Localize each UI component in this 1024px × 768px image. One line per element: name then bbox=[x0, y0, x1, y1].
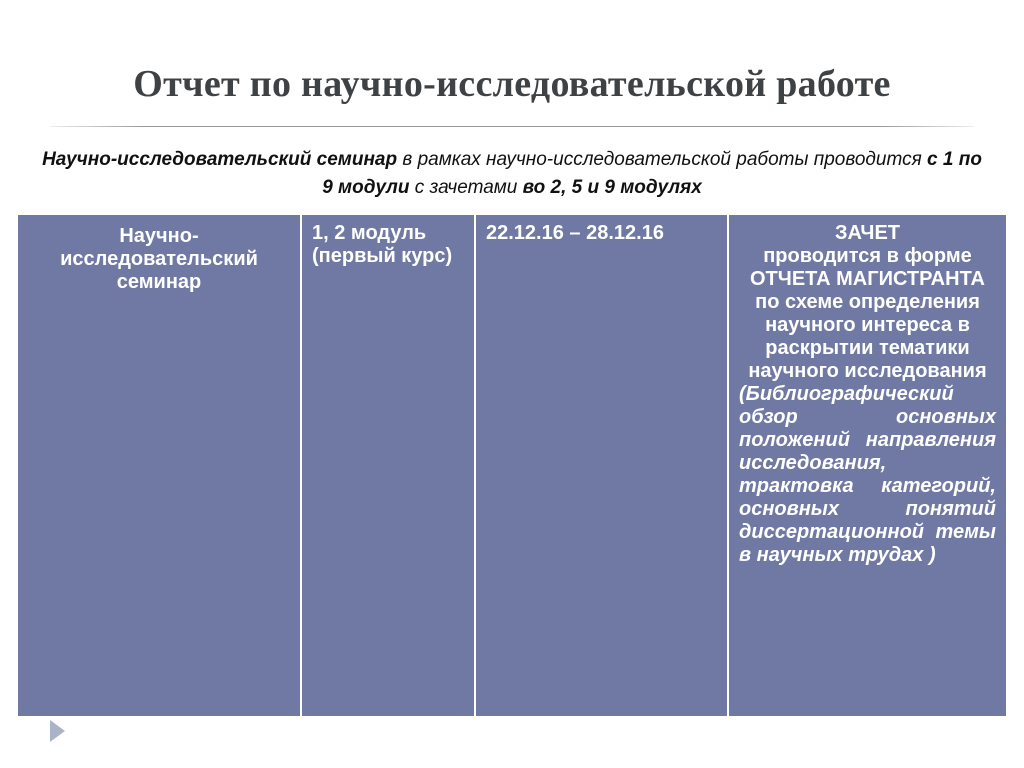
credit-body: проводится в форме ОТЧЕТА МАГИСТРАНТА по схеме определения научного интереса в раскрытии тематики научного исследования bbox=[748, 245, 987, 382]
table-row bbox=[17, 214, 1007, 717]
subtitle-credit-modules: во 2, 5 и 9 модулях bbox=[522, 177, 702, 198]
dates-cell: 22.12.16 – 28.12.16 bbox=[475, 214, 728, 717]
title-divider bbox=[50, 126, 974, 127]
subtitle-seminar-name: Научно-исследовательский семинар bbox=[42, 149, 398, 170]
subtitle-text-1: в рамках научно-исследовательской работы проводится bbox=[397, 149, 928, 170]
credit-detail: (Библиографический обзор основных положений направления исследования, трактовка категорий, основных понятий диссертационной темы в научных трудах ) bbox=[739, 383, 996, 566]
module-cell: 1, 2 модуль (первый курс) bbox=[301, 214, 475, 717]
subtitle-module-range: с 1 по 9 модули bbox=[322, 149, 982, 198]
slide-title: Отчет по научно-исследовательской работе bbox=[133, 63, 891, 105]
credit-title: ЗАЧЕТ bbox=[834, 222, 901, 244]
subtitle-text-2: с зачетами bbox=[409, 177, 523, 198]
triangle-right-icon[interactable] bbox=[50, 720, 65, 742]
schedule-table bbox=[16, 213, 1008, 718]
seminar-cell: Научно-исследовательский семинар bbox=[17, 214, 301, 717]
subtitle bbox=[40, 146, 984, 202]
credit-cell bbox=[728, 214, 1007, 717]
